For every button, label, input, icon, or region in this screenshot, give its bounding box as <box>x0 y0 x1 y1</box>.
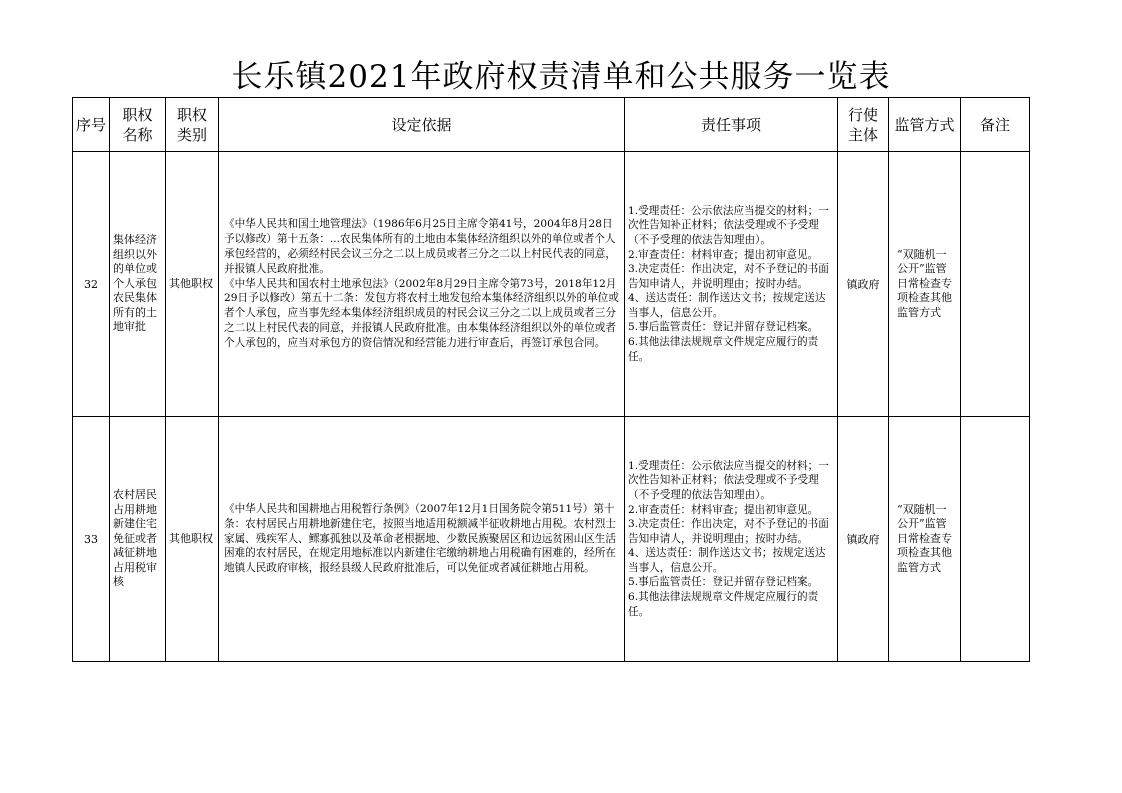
row-authority-category: 其他职权 <box>166 152 219 417</box>
row-subject: 镇政府 <box>838 152 889 417</box>
basis-paragraph: 《中华人民共和国耕地占用税暂行条例》（2007年12月1日国务院令第511号）第十条：农村居民占用耕地新建住宅，按照当地适用税额减半征收耕地占用税。农村烈士家属、残疾军人、鳏寡孤独以及革命老根据地、少数民族聚居区和边远贫困山区生活困难的农村居民，在规定用地标准以内新建住宅缴纳耕地占用税确有困难的，经所在地镇人民政府审核，报经县级人民政府批准后，可以免征或者减征耕地占用税。 <box>224 503 616 575</box>
responsibility-item: 4、送达责任：制作送达文书；按规定送达当事人，信息公开。 <box>628 547 826 574</box>
header-subject: 行使 主体 <box>838 98 889 152</box>
header-basis: 设定依据 <box>219 98 625 152</box>
row-authority-category: 其他职权 <box>166 417 219 662</box>
row-remarks <box>961 417 1030 662</box>
row-supervision: “双随机一公开”监管日常检查专项检查其他监管方式 <box>889 152 961 417</box>
responsibility-item: 2.审查责任：材料审查；提出初审意见。 <box>628 503 819 516</box>
header-category: 职权 类别 <box>166 98 219 152</box>
page-title: 长乐镇2021年政府权责清单和公共服务一览表 <box>231 59 891 95</box>
table-row <box>73 152 1030 417</box>
basis-paragraph: 《中华人民共和国农村土地承包法》（2002年8月29日主席令第73号，2018年12月29日予以修改）第五十二条：发包方将农村土地发包给本集体经济组织以外的单位或者个人承包，应当事先经本集体经济组织成员的村民会议三分之二以上成员或者三分之二以上村民代表的同意，并报镇人民政府批准。由本集体经济组织以外的单位或者个人承包的，应当对承包方的资信情况和经营能力进行审查后，再签订承包合同。 <box>224 277 619 349</box>
basis-paragraph: 《中华人民共和国土地管理法》（1986年6月25日主席令第41号，2004年8月28日予以修改）第十五条：...农民集体所有的土地由本集体经济组织以外的单位或者个人承包经营的，必须经村民会议三分之二以上成员或者三分之二以上村民代表的同意，并报镇人民政府批准。 <box>224 218 616 275</box>
row-authority-name: 集体经济组织以外的单位或个人承包农民集体所有的土地审批 <box>110 152 166 417</box>
authority-table <box>72 97 1030 662</box>
table-header-row <box>73 98 1030 152</box>
responsibility-item: 3.决定责任：作出决定，对不予登记的书面告知申请人，并说明理由；按时办结。 <box>628 263 829 290</box>
responsibility-item: 5.事后监管责任：登记并留存登记档案。 <box>628 576 819 589</box>
table-row <box>73 417 1030 662</box>
responsibility-item: 3.决定责任：作出决定，对不予登记的书面告知申请人，并说明理由；按时办结。 <box>628 518 829 545</box>
row-seq: 33 <box>73 417 110 662</box>
responsibility-item: 1.受理责任：公示依法应当提交的材料；一次性告知补正材料；依法受理或不予受理（不予受理的依法告知理由）。 <box>628 204 829 246</box>
header-seq: 序号 <box>73 98 110 152</box>
header-remarks: 备注 <box>961 98 1030 152</box>
header-name: 职权 名称 <box>110 98 166 152</box>
row-supervision: “双随机一公开”监管日常检查专项检查其他监管方式 <box>889 417 961 662</box>
row-responsibilities <box>625 417 838 662</box>
responsibility-item: 6.其他法律法规规章文件规定应履行的责任。 <box>628 591 819 618</box>
row-seq: 32 <box>73 152 110 417</box>
responsibility-item: 4、送达责任：制作送达文书；按规定送达当事人，信息公开。 <box>628 292 826 319</box>
row-subject: 镇政府 <box>838 417 889 662</box>
responsibility-item: 6.其他法律法规规章文件规定应履行的责任。 <box>628 336 819 363</box>
header-responsibility: 责任事项 <box>625 98 838 152</box>
header-supervision: 监管方式 <box>889 98 961 152</box>
row-remarks <box>961 152 1030 417</box>
row-basis <box>219 417 625 662</box>
row-basis <box>219 152 625 417</box>
responsibility-item: 5.事后监管责任：登记并留存登记档案。 <box>628 321 819 334</box>
row-responsibilities <box>625 152 838 417</box>
row-authority-name: 农村居民占用耕地新建住宅免征或者减征耕地占用税审核 <box>110 417 166 662</box>
responsibility-item: 2.审查责任：材料审查；提出初审意见。 <box>628 248 819 261</box>
responsibility-item: 1.受理责任：公示依法应当提交的材料；一次性告知补正材料；依法受理或不予受理（不予受理的依法告知理由）。 <box>628 459 829 501</box>
